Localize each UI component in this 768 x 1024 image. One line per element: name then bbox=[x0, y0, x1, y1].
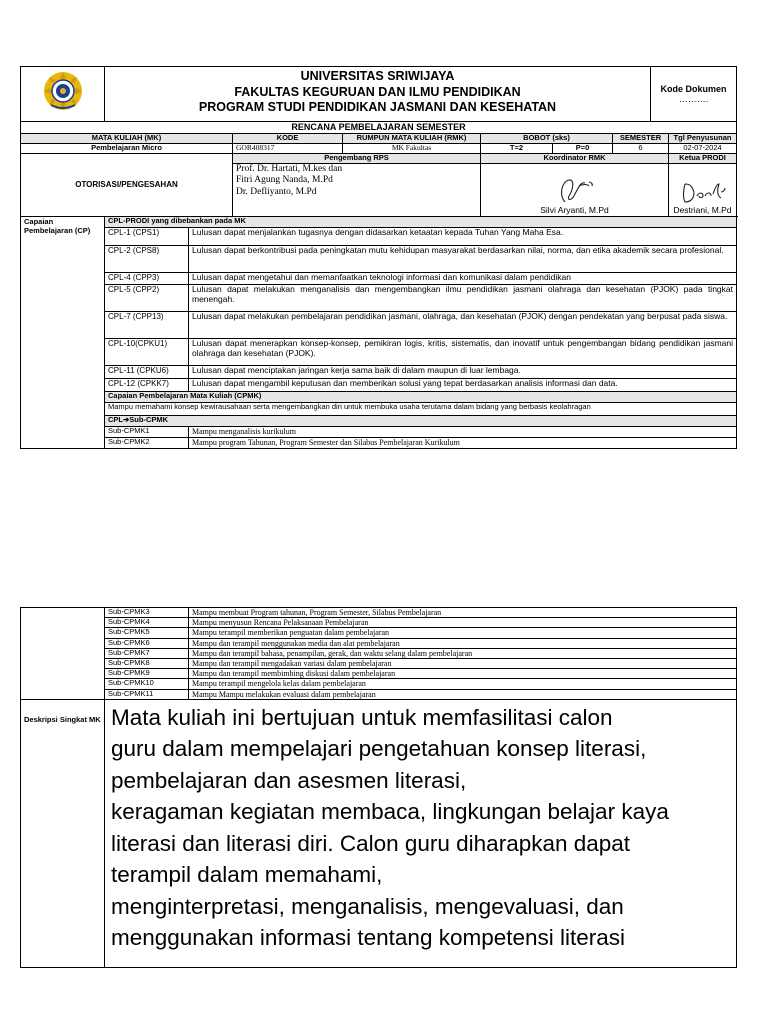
sub-cpmk-text: Mampu terampil mengelola kelas dalam pembelajaran bbox=[189, 679, 737, 689]
document-header bbox=[20, 66, 737, 134]
mk-header: MATA KULIAH (MK) bbox=[21, 134, 233, 144]
description-line: pembelajaran dan asesmen literasi, bbox=[111, 767, 467, 793]
ketua-header: Ketua PRODI bbox=[669, 154, 737, 164]
sub-cpmk-code: Sub-CPMK2 bbox=[105, 438, 189, 449]
cpl-code: CPL-2 (CPS8) bbox=[105, 246, 189, 273]
university-logo-cell bbox=[21, 67, 105, 122]
program-name: PROGRAM STUDI PENDIDIKAN JASMANI DAN KESEHATAN bbox=[198, 100, 557, 115]
sub-cpmk-text: Mampu dan terampil mengadakan variasi dalam pembelajaran bbox=[189, 658, 737, 668]
description-line: literasi dan literasi diri. Calon guru diharapkan dapat bbox=[111, 830, 631, 856]
sub-cpmk-code: Sub-CPMK10 bbox=[105, 679, 189, 689]
university-logo-icon bbox=[41, 69, 85, 113]
cpl-code: CPL-11 (CPKU6) bbox=[105, 366, 189, 379]
cpl-code: CPL-12 (CPKK7) bbox=[105, 379, 189, 392]
ketua-signature-icon bbox=[673, 176, 733, 206]
cpl-text: Lulusan dapat melakukan pembelajaran pendidikan jasmani, olahraga, dan kesehatan (PJOK) dengan pendekatan yang berpusat pada siswa. bbox=[189, 312, 737, 339]
sub-cpmk-code: Sub-CPMK11 bbox=[105, 689, 189, 699]
sub-cpmk-code: Sub-CPMK8 bbox=[105, 658, 189, 668]
sub-cpmk-text: Mampu terampil memberikan penguatan dalam pembelajaran bbox=[189, 628, 737, 638]
koordinator-header: Koordinator RMK bbox=[481, 154, 669, 164]
kode-header: KODE bbox=[233, 134, 343, 144]
cp-label: Capaian Pembelajaran (CP) bbox=[21, 217, 105, 449]
sub-cpmk-code: Sub-CPMK7 bbox=[105, 648, 189, 658]
semester-value: 6 bbox=[613, 144, 669, 154]
cp-continuation-table bbox=[20, 607, 737, 968]
sub-cpmk-text: Mampu program Tahunan, Program Semester dan Silabus Pembelajaran Kurikulum bbox=[189, 438, 737, 449]
cpl-code: CPL-1 (CPS1) bbox=[105, 228, 189, 246]
pengembang-header: Pengembang RPS bbox=[233, 154, 481, 164]
course-info-table bbox=[20, 133, 737, 217]
sub-cpmk-code: Sub-CPMK6 bbox=[105, 638, 189, 648]
doc-code-cell bbox=[651, 67, 737, 122]
cpl-header: CPL-PRODI yang dibebankan pada MK bbox=[105, 217, 737, 228]
description-line: menggunakan informasi tentang kompetensi literasi bbox=[111, 925, 626, 951]
description-label: Deskripsi Singkat MK bbox=[21, 699, 105, 967]
cpl-text: Lulusan dapat menerapkan konsep-konsep, pemikiran logis, kritis, sistematis, dan inovatif untuk pengembangan bidang pendidikan jasmani olahraga dan kesehatan (PJOK). bbox=[189, 339, 737, 366]
pengembang-name-3: Dr. Defliyanto, M.Pd bbox=[236, 186, 317, 197]
rps-page-1 bbox=[20, 66, 736, 449]
cpl-text: Lulusan dapat menjalankan tugasnya dengan didasarkan ketaatan kepada Tuhan Yang Maha Esa. bbox=[189, 228, 737, 246]
cpl-code: CPL-7 (CPP13) bbox=[105, 312, 189, 339]
doc-code-label: Kode Dokumen bbox=[660, 83, 727, 94]
institution-title bbox=[105, 67, 651, 122]
cpl-text: Lulusan dapat melakukan menganalisis dan mengembangkan ilmu pendidikan jasmani olahraga dan kesehatan (PJOK) pada tingkat menengah. bbox=[189, 285, 737, 312]
tgl-value: 02-07-2024 bbox=[669, 144, 737, 154]
pengembang-name-2: Fitri Agung Nanda, M.Pd bbox=[236, 175, 333, 186]
description-line: Mata kuliah ini bertujuan untuk memfasilitasi calon bbox=[111, 704, 613, 730]
sub-cpmk-text: Mampu Mampu melakukan evaluasi dalam pembelajaran bbox=[189, 689, 737, 699]
authorization-label: OTORISASI/PENGESAHAN bbox=[21, 154, 233, 217]
rumpun-header: RUMPUN MATA KULIAH (RMK) bbox=[343, 134, 481, 144]
mk-value: Pembelajaran Micro bbox=[21, 144, 233, 154]
sub-cpmk-code: Sub-CPMK5 bbox=[105, 628, 189, 638]
kode-value: GOR408317 bbox=[233, 144, 343, 154]
cpl-text: Lulusan dapat berkontribusi pada peningkatan mutu kehidupan masyarakat berdasarkan nilai, norma, dan etika akademik secara profesional. bbox=[189, 246, 737, 273]
sub-cpmk-code: Sub-CPMK9 bbox=[105, 669, 189, 679]
sub-cpmk-text: Mampu dan terampil membimbing diskusi dalam pembelajaran bbox=[189, 669, 737, 679]
sub-cpmk-text: Mampu membuat Program tahunan, Program Semester, Silabus Pembelajaran bbox=[189, 608, 737, 618]
description-line: keragaman kegiatan membaca, lingkungan belajar kaya bbox=[111, 799, 669, 825]
cpl-code: CPL-5 (CPP2) bbox=[105, 285, 189, 312]
sub-cpmk-text: Mampu menyusun Rencana Pelaksanaan Pembelajaran bbox=[189, 618, 737, 628]
cpl-code: CPL-4 (CPP3) bbox=[105, 273, 189, 285]
sub-cpmk-text: Mampu dan terampil bahasa, penampilan, gerak, dan waktu selang dalam pembelajaran bbox=[189, 648, 737, 658]
bobot-header: BOBOT (sks) bbox=[481, 134, 613, 144]
description-text bbox=[105, 699, 737, 967]
university-name: UNIVERSITAS SRIWIJAYA bbox=[300, 69, 455, 83]
cp-table bbox=[20, 216, 737, 449]
sub-cpmk-text: Mampu menganalisis kurikulum bbox=[189, 427, 737, 438]
document-title: RENCANA PEMBELAJARAN SEMESTER bbox=[21, 122, 737, 134]
doc-code-value: ………. bbox=[678, 94, 709, 104]
koordinator-signature-cell bbox=[481, 164, 669, 217]
cp-label-continued bbox=[21, 608, 105, 700]
bobot-t-value: T=2 bbox=[481, 144, 553, 154]
cpl-text: Lulusan dapat menciptakan jaringan kerja sama baik di dalam maupun di luar lembaga. bbox=[189, 366, 737, 379]
koordinator-signature-icon bbox=[545, 176, 605, 206]
cpl-text: Lulusan dapat mengetahui dan memanfaatkan teknologi informasi dan komunikasi dalam pendidikan bbox=[189, 273, 737, 285]
description-line: terampil dalam memahami, bbox=[111, 862, 383, 888]
ketua-name: Destriani, M.Pd bbox=[673, 205, 732, 216]
cpmk-text: Mampu memahami konsep kewirausahaan serta mengembangkan diri untuk membuka usaha terutama dalam bidang yang berbasis keolahragan bbox=[105, 403, 737, 416]
semester-header: SEMESTER bbox=[613, 134, 669, 144]
sub-cpmk-code: Sub-CPMK4 bbox=[105, 618, 189, 628]
tgl-header: Tgl Penyusunan bbox=[669, 134, 737, 144]
rps-page-2 bbox=[20, 607, 736, 968]
description-line: guru dalam mempelajari pengetahuan konsep literasi, bbox=[111, 736, 647, 762]
pengembang-names bbox=[233, 164, 481, 217]
sub-cpmk-header: CPL➔Sub-CPMK bbox=[105, 416, 737, 427]
cpl-text: Lulusan dapat mengambil keputusan dan memberikan solusi yang tepat berdasarkan analisis informasi dan data. bbox=[189, 379, 737, 392]
description-line: menginterpretasi, menganalisis, mengevaluasi, dan bbox=[111, 893, 624, 919]
sub-cpmk-code: Sub-CPMK3 bbox=[105, 608, 189, 618]
bobot-p-value: P=0 bbox=[553, 144, 613, 154]
sub-cpmk-code: Sub-CPMK1 bbox=[105, 427, 189, 438]
faculty-name: FAKULTAS KEGURUAN DAN ILMU PENDIDIKAN bbox=[234, 84, 521, 99]
cpl-code: CPL-10(CPKU1) bbox=[105, 339, 189, 366]
rumpun-value: MK Fakultas bbox=[343, 144, 481, 154]
koordinator-name: Silvi Aryanti, M.Pd bbox=[540, 205, 609, 216]
ketua-signature-cell bbox=[669, 164, 737, 217]
sub-cpmk-text: Mampu dan terampil menggunakan media dan alat pembelajaran bbox=[189, 638, 737, 648]
pengembang-name-1: Prof. Dr. Hartati, M.kes dan bbox=[236, 164, 343, 174]
cpmk-header: Capaian Pembelajaran Mata Kuliah (CPMK) bbox=[105, 392, 737, 403]
